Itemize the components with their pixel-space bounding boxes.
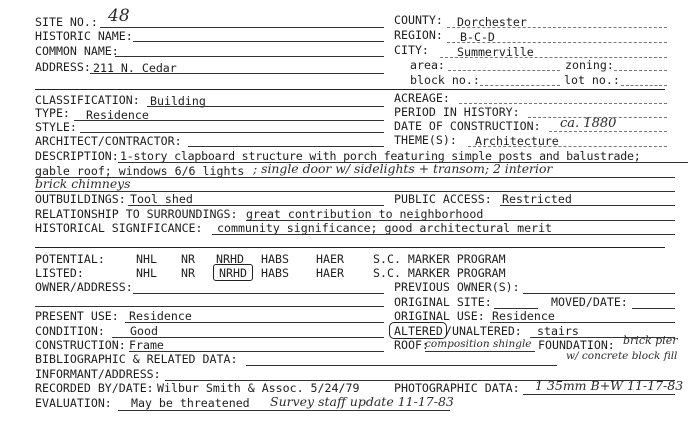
- classification-label: CLASSIFICATION:: [35, 93, 140, 107]
- acreage-line: [459, 103, 667, 104]
- area-line: [448, 70, 560, 71]
- date-value: ca. 1880: [560, 116, 617, 131]
- foundation-value-2: w/ concrete block fill: [566, 350, 678, 362]
- acreage-label: ACREAGE:: [394, 91, 450, 105]
- relationship-label: RELATIONSHIP TO SURROUNDINGS:: [35, 207, 238, 221]
- biblio-label: BIBLIOGRAPHIC & RELATED DATA:: [35, 352, 238, 366]
- common-name-label: COMMON NAME:: [35, 44, 119, 58]
- themes-label: THEME(S):: [394, 133, 457, 147]
- address-label: ADDRESS:: [35, 60, 91, 74]
- style-line: [80, 132, 384, 133]
- owner-label: OWNER/ADDRESS:: [35, 280, 133, 294]
- type-value: Residence: [86, 108, 149, 122]
- architect-label: ARCHITECT/CONTRACTOR:: [35, 134, 182, 148]
- description-line-2-typed: gable roof; windows 6/6 lights: [35, 164, 245, 178]
- present-use-value: Residence: [129, 309, 192, 323]
- description-line-3-handwritten: brick chimneys: [35, 176, 131, 191]
- moved-date-label: MOVED/DATE:: [551, 295, 628, 309]
- informant-label: INFORMANT/ADDRESS:: [35, 367, 161, 381]
- common-name-line: [115, 56, 384, 57]
- zoning-line: [614, 70, 667, 71]
- construction-label: CONSTRUCTION:: [35, 338, 126, 352]
- section-separator: [35, 89, 665, 90]
- foundation-value-1: brick pier: [623, 334, 678, 347]
- altered-circle: [389, 322, 447, 339]
- photo-label: PHOTOGRAPHIC DATA:: [394, 381, 520, 395]
- original-site-label: ORIGINAL SITE:: [394, 295, 492, 309]
- potential-label: POTENTIAL:: [35, 252, 105, 266]
- themes-value: Architecture: [475, 134, 559, 148]
- outbuildings-label: OUTBUILDINGS:: [35, 192, 126, 206]
- listed-nrhd-circle: [213, 264, 253, 281]
- potential-habs: HABS: [261, 252, 289, 266]
- foundation-label: FOUNDATION:: [538, 338, 615, 352]
- evaluation-value: May be threatened: [131, 396, 250, 410]
- evaluation-label: EVALUATION:: [35, 396, 112, 410]
- potential-nrhd: NRHD: [216, 252, 244, 266]
- original-use-label: ORIGINAL USE:: [394, 309, 485, 323]
- classification-line: [147, 106, 384, 107]
- listed-haer: HAER: [316, 266, 344, 280]
- address-value: 211 N. Cedar: [93, 61, 177, 75]
- description-line-2-handwritten: ; single door w/ sidelights + transom; 2 interior: [253, 161, 553, 176]
- listed-nhl: NHL: [136, 266, 157, 280]
- site-no-line: [100, 27, 384, 28]
- date-label: DATE OF CONSTRUCTION:: [394, 119, 541, 133]
- city-line: [440, 57, 667, 58]
- roof-label: ROOF:: [394, 338, 429, 352]
- potential-marker-program: S.C. MARKER PROGRAM: [373, 252, 506, 266]
- description-line-2-rule: [35, 177, 675, 178]
- lot-label: lot no.:: [564, 73, 620, 87]
- condition-value: Good: [130, 324, 158, 338]
- block-label: block no.:: [410, 73, 480, 87]
- potential-nhl: NHL: [136, 252, 157, 266]
- listed-nr: NR: [181, 266, 195, 280]
- description-label: DESCRIPTION:: [35, 149, 119, 163]
- listed-marker-program: S.C. MARKER PROGRAM: [373, 266, 506, 280]
- lot-line: [621, 85, 667, 86]
- roof-value: composition shingle: [425, 338, 532, 350]
- previous-owner-line: [523, 293, 675, 294]
- listed-habs: HABS: [261, 266, 289, 280]
- site-no-label: SITE NO.:: [35, 15, 98, 29]
- zoning-label: zoning:: [565, 58, 614, 72]
- significance-value: community significance; good architectural merit: [217, 221, 553, 235]
- construction-value: Frame: [129, 338, 164, 352]
- date-line: [549, 131, 667, 132]
- outbuildings-line: [128, 205, 384, 206]
- unaltered-label: /UNALTERED:: [445, 324, 522, 338]
- county-value: Dorchester: [457, 15, 527, 29]
- original-use-value: Residence: [492, 309, 555, 323]
- period-label: PERIOD IN HISTORY:: [394, 105, 520, 119]
- present-use-line: [125, 322, 384, 323]
- recorded-label: RECORDED BY/DATE:: [35, 381, 154, 395]
- county-line: [447, 27, 667, 28]
- style-label: STYLE:: [35, 120, 77, 134]
- address-line: [90, 73, 384, 74]
- type-line: [74, 120, 384, 121]
- historic-name-line: [133, 41, 384, 42]
- significance-line: [212, 234, 675, 235]
- site-no-value: 48: [108, 6, 130, 26]
- block-line: [480, 85, 560, 86]
- recorded-value: Wilbur Smith & Assoc. 5/24/79: [157, 381, 360, 395]
- biblio-line: [246, 365, 557, 366]
- original-use-line: [490, 322, 675, 323]
- county-label: COUNTY:: [394, 13, 443, 27]
- listed-nrhd: NRHD: [219, 266, 247, 280]
- public-access-line: [500, 205, 675, 206]
- description-line-1: 1-story clapboard structure with porch featuring simple posts and balustrade;: [120, 149, 641, 163]
- outbuildings-value: Tool shed: [130, 192, 193, 206]
- public-access-label: PUBLIC ACCESS:: [394, 192, 492, 206]
- region-label: REGION:: [394, 28, 443, 42]
- type-label: TYPE:: [35, 106, 70, 120]
- previous-owner-label: PREVIOUS OWNER(S):: [394, 280, 520, 294]
- public-access-value: Restricted: [502, 192, 572, 206]
- present-use-label: PRESENT USE:: [35, 309, 119, 323]
- potential-haer: HAER: [316, 252, 344, 266]
- photo-value: 1 35mm B+W 11-17-83: [535, 378, 684, 393]
- region-line: [447, 42, 667, 43]
- altered-label: ALTERED: [394, 324, 443, 338]
- area-label: area:: [410, 58, 445, 72]
- potential-nr: NR: [181, 252, 195, 266]
- city-value: Summerville: [457, 45, 534, 59]
- themes-line: [468, 146, 667, 147]
- significance-label: HISTORICAL SIGNIFICANCE:: [35, 221, 203, 235]
- architect-line: [188, 146, 384, 147]
- roof-line: [425, 351, 535, 352]
- condition-label: CONDITION:: [35, 324, 105, 338]
- listed-label: LISTED:: [35, 266, 84, 280]
- relationship-value: great contribution to neighborhood: [246, 207, 484, 221]
- owner-line: [133, 293, 384, 294]
- region-value: B-C-D: [460, 30, 495, 44]
- altered-value: stairs: [537, 324, 579, 338]
- historic-name-label: HISTORIC NAME:: [35, 29, 133, 43]
- city-label: CITY:: [394, 43, 429, 57]
- section-separator-2: [35, 247, 665, 248]
- photo-line: [523, 394, 675, 395]
- evaluation-line: [118, 410, 450, 411]
- classification-value: Building: [150, 94, 206, 108]
- owner-line-2: [35, 306, 384, 307]
- moved-date-line: [632, 308, 675, 309]
- evaluation-handwritten: Survey staff update 11-17-83: [270, 394, 454, 409]
